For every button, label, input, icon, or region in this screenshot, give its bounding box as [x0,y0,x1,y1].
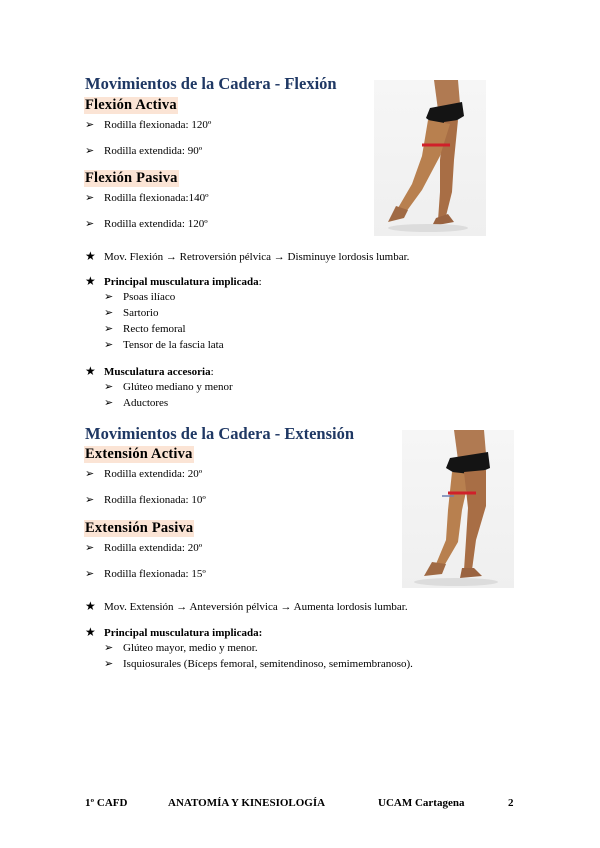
star-icon: ★ [85,599,96,613]
list-item: ➢ Rodilla flexionada: 120º [85,119,212,131]
extension-pasiva-heading: Extensión Pasiva [85,520,194,536]
star-icon: ★ [85,249,96,263]
list-item: ➢ Rodilla flexionada:140º [85,192,209,204]
flexion-note: ★ Mov. Flexión → Retroversión pélvica → Disminuye lordosis lumbar. [85,249,410,263]
list-item: ➢ Isquiosurales (Bíceps femoral, semitendinoso, semimembranoso). [104,658,413,670]
bullet-arrow-icon: ➢ [85,145,95,157]
bullet-arrow-icon: ➢ [85,468,95,480]
list-item: ➢ Recto femoral [104,323,186,335]
list-item: ➢ Rodilla flexionada: 15º [85,568,206,580]
bullet-arrow-icon: ➢ [85,192,95,204]
footer-subject: ANATOMÍA Y KINESIOLOGÍA [168,797,326,809]
bullet-arrow-icon: ➢ [85,119,95,131]
star-icon: ★ [85,364,96,378]
bullet-arrow-icon: ➢ [85,542,95,554]
flexion-principal-label: ★ Principal musculatura implicada: [85,274,262,288]
list-item: ➢ Tensor de la fascia lata [104,339,224,351]
bullet-arrow-icon: ➢ [104,397,114,409]
extension-note: ★ Mov. Extensión → Anteversión pélvica → Aumenta lordosis lumbar. [85,599,408,613]
extension-principal-label: ★ Principal musculatura implicada: [85,625,263,639]
bullet-arrow-icon: ➢ [85,568,95,580]
hip-flexion-photo [374,80,486,236]
extension-title: Movimientos de la Cadera - Extensión [85,424,355,443]
bullet-arrow-icon: ➢ [104,642,114,654]
list-item: ➢ Rodilla extendida: 120º [85,218,208,230]
page-number: 2 [508,797,514,809]
bullet-arrow-icon: ➢ [104,307,114,319]
hip-extension-photo [402,430,514,588]
flexion-accesoria-label: ★ Musculatura accesoria: [85,364,214,378]
flexion-activa-heading: Flexión Activa [85,97,177,113]
flexion-title: Movimientos de la Cadera - Flexión [85,74,337,93]
bullet-arrow-icon: ➢ [104,291,114,303]
footer-institution: UCAM Cartagena [378,797,465,809]
flexion-pasiva-heading: Flexión Pasiva [85,170,178,186]
list-item: ➢ Rodilla flexionada: 10º [85,494,206,506]
list-item: ➢ Glúteo mediano y menor [104,381,233,393]
star-icon: ★ [85,625,96,639]
list-item: ➢ Rodilla extendida: 20º [85,468,203,480]
bullet-arrow-icon: ➢ [104,658,114,670]
bullet-arrow-icon: ➢ [85,494,95,506]
list-item: ➢ Glúteo mayor, medio y menor. [104,642,258,654]
list-item: ➢ Psoas ilíaco [104,291,176,303]
list-item: ➢ Sartorio [104,307,159,319]
list-item: ➢ Aductores [104,397,169,409]
bullet-arrow-icon: ➢ [85,218,95,230]
list-item: ➢ Rodilla extendida: 90º [85,145,203,157]
bullet-arrow-icon: ➢ [104,323,114,335]
footer-course: 1º CAFD [85,797,128,809]
extension-activa-heading: Extensión Activa [85,446,193,462]
star-icon: ★ [85,274,96,288]
list-item: ➢ Rodilla extendida: 20º [85,542,203,554]
bullet-arrow-icon: ➢ [104,339,114,351]
bullet-arrow-icon: ➢ [104,381,114,393]
